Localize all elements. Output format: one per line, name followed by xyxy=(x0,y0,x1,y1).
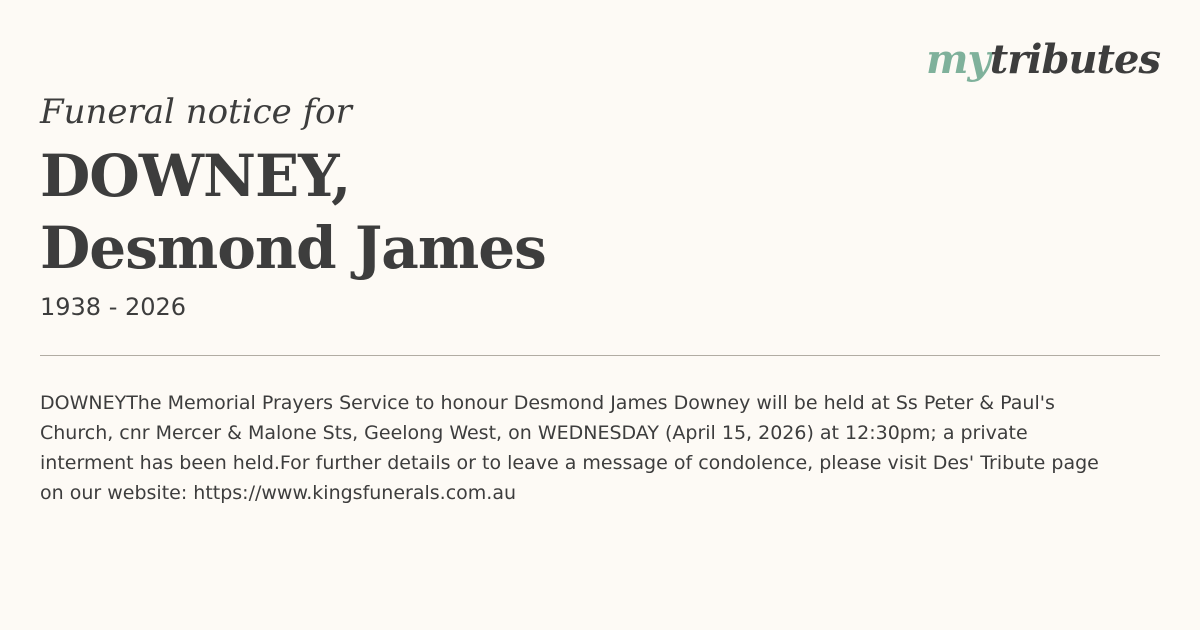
deceased-name xyxy=(40,140,546,284)
notice-body-text: DOWNEYThe Memorial Prayers Service to honour Desmond James Downey will be held at Ss Peter & Paul's Church, cnr Mercer & Malone Sts, Geelong West, on WEDNESDAY (April 15, 2026) at 12:30pm; a private interment has been held.For further details or to leave a message of condolence, please visit Des' Tribute page on our website: https://www.kingsfunerals.com.au xyxy=(40,392,1099,504)
life-years: 1938 - 2026 xyxy=(40,293,187,321)
notice-heading: Funeral notice for xyxy=(40,92,352,132)
logo-prefix: my xyxy=(926,36,990,83)
deceased-surname: DOWNEY, xyxy=(40,142,351,210)
deceased-given-names: Desmond James xyxy=(40,214,546,282)
logo-suffix: tributes xyxy=(989,36,1160,83)
mytributes-logo xyxy=(926,34,1160,86)
section-divider xyxy=(40,355,1160,356)
